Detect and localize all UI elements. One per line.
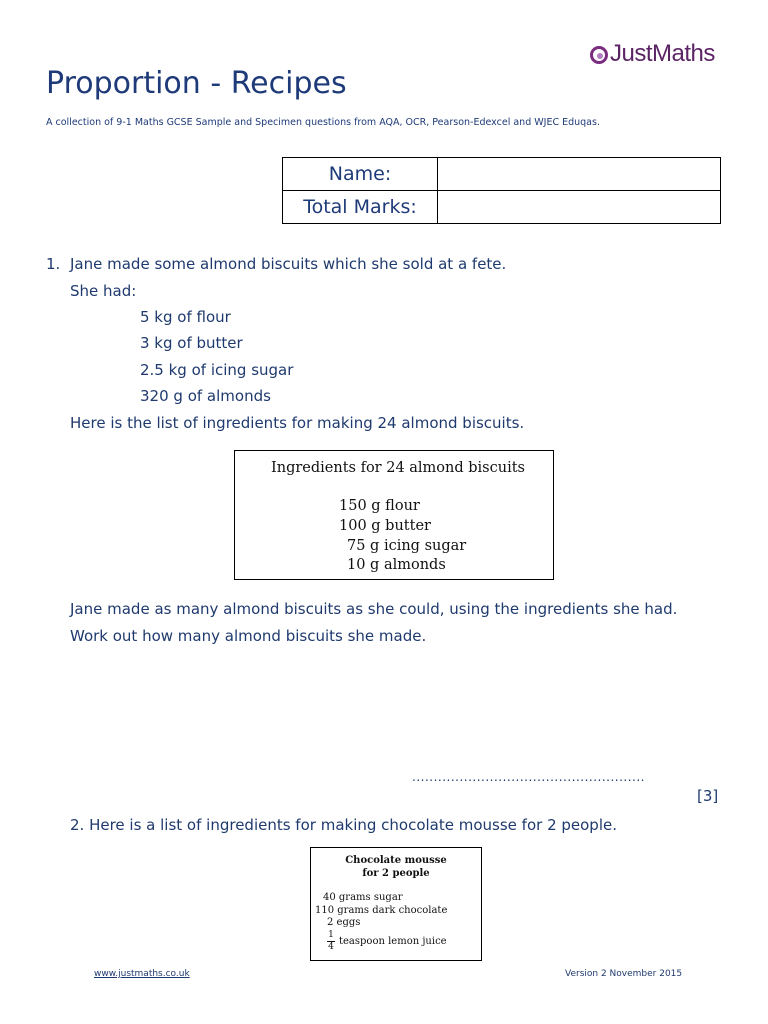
fraction-denominator: 4 <box>328 942 334 952</box>
page-title: Proportion - Recipes <box>46 66 347 101</box>
q2-intro: 2. Here is a list of ingredients for making chocolate mousse for 2 people. <box>70 816 617 834</box>
q1-list-intro: Here is the list of ingredients for making 24 almond biscuits. <box>70 414 525 432</box>
name-label: Name: <box>283 158 438 191</box>
footer-url-link[interactable]: www.justmaths.co.uk <box>94 969 190 979</box>
mousse-line: 40 grams sugar <box>323 892 403 903</box>
page-subtitle: A collection of 9-1 Maths GCSE Sample and Specimen questions from AQA, OCR, Pearson-Edexcel and WJEC Eduqas. <box>46 117 600 128</box>
footer-version: Version 2 November 2015 <box>565 969 683 979</box>
mousse-line: 110 grams dark chocolate <box>315 905 448 916</box>
logo-ring-icon <box>590 46 608 64</box>
q1-intro: Jane made some almond biscuits which she sold at a fete. <box>70 255 507 273</box>
fraction-numerator: 1 <box>328 930 334 940</box>
q1-marks: [3] <box>697 787 719 805</box>
q1-number: 1. <box>46 255 61 273</box>
ingredient-line: 100 g butter <box>339 518 431 534</box>
name-marks-table <box>282 157 721 224</box>
mousse-ingredients-box <box>310 847 482 961</box>
q1-had: She had: <box>70 282 137 300</box>
q1-task: Work out how many almond biscuits she made. <box>70 627 427 645</box>
mousse-subheading: for 2 people <box>362 868 430 879</box>
total-marks-field[interactable] <box>438 191 721 224</box>
mousse-line: teaspoon lemon juice <box>339 936 447 947</box>
total-marks-label: Total Marks: <box>283 191 438 224</box>
mousse-heading: Chocolate mousse <box>345 855 447 866</box>
quarter-fraction <box>327 930 335 953</box>
q1-task: Jane made as many almond biscuits as she could, using the ingredients she had. <box>70 600 678 618</box>
ingredient-line: 75 g icing sugar <box>347 538 467 554</box>
q1-item: 2.5 kg of icing sugar <box>140 361 294 379</box>
logo-text: JustMaths <box>610 40 715 67</box>
q1-item: 320 g of almonds <box>140 387 271 405</box>
name-field[interactable] <box>438 158 721 191</box>
ingredient-line: 10 g almonds <box>347 557 446 573</box>
ingredient-line: 150 g flour <box>339 498 420 514</box>
q1-item: 3 kg of butter <box>140 334 243 352</box>
q1-item: 5 kg of flour <box>140 308 231 326</box>
answer-line[interactable]: ...................................................... <box>412 770 645 784</box>
mousse-line: 2 eggs <box>327 917 361 928</box>
ingredients-heading: Ingredients for 24 almond biscuits <box>271 460 525 476</box>
almond-ingredients-box <box>234 450 554 580</box>
justmaths-logo <box>590 40 730 74</box>
